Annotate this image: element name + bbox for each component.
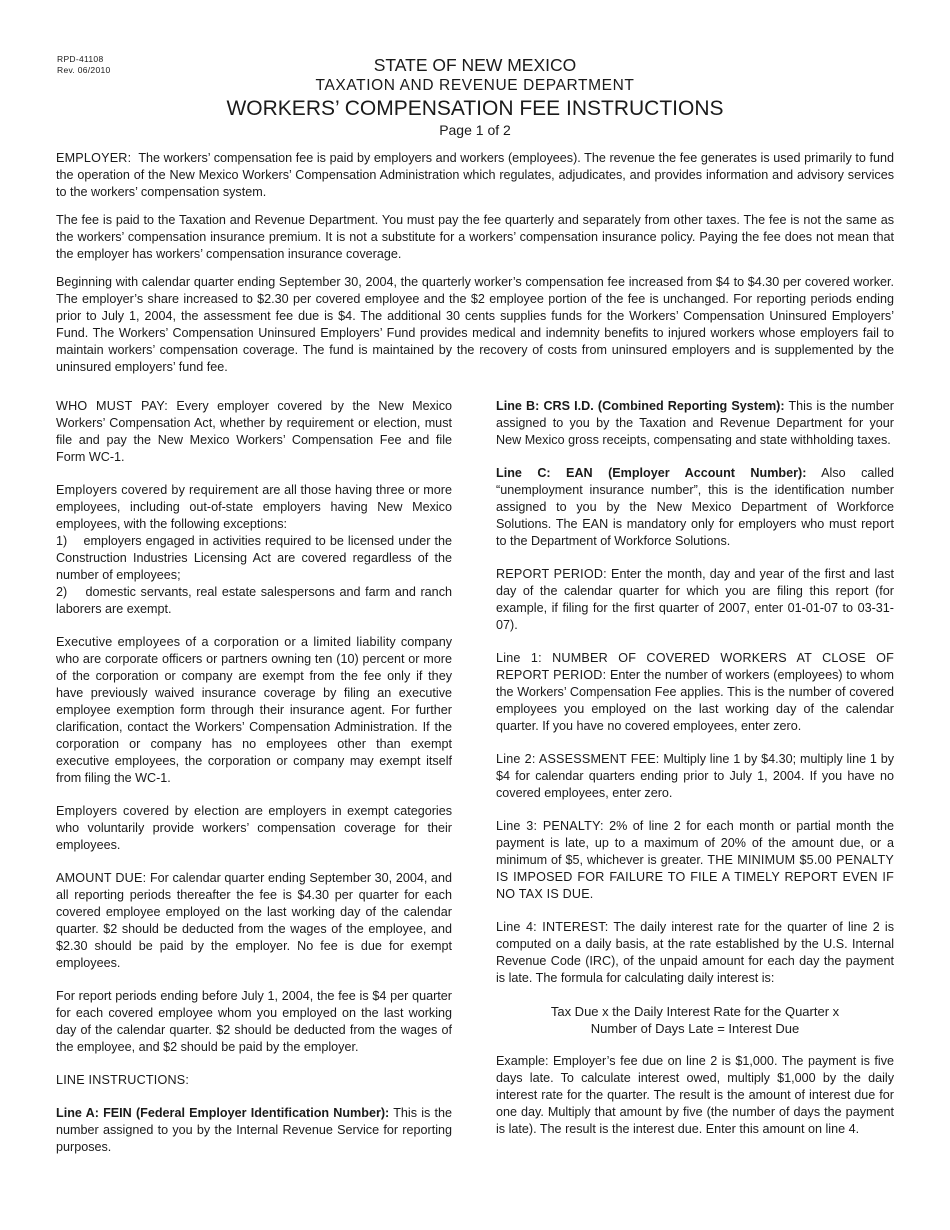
line-instructions-heading: LINE INSTRUCTIONS: [56,1073,190,1087]
line-1-label: Line 1: NUMBER OF COVERED WORKERS AT CLOSE OF REPORT PERIOD: [496,651,894,682]
election-text: are employers in exempt categories who voluntarily provide workers’ compensation coverage for their employees. [56,804,452,852]
line-3-label: Line 3: PENALTY: [496,819,604,833]
line-a-paragraph [56,1105,452,1156]
line-a-text: This is the number assigned to you by the Internal Revenue Service for reporting purposes. [56,1106,452,1154]
line-c-paragraph [496,465,894,550]
state-heading: STATE OF NEW MEXICO [373,55,577,75]
requirement-paragraph [56,482,452,533]
form-revision: Rev. 06/2010 [57,65,111,75]
right-column [496,398,894,1154]
election-paragraph [56,803,452,854]
line-a-label: Line A: FEIN (Federal Employer Identification Number): [56,1106,390,1120]
line-3-text: 2% of line 2 for each month or partial month the payment is late, up to a maximum of 20% of the amount due, or a minimum of $5, whichever is greater. [496,819,894,867]
department-heading: TAXATION AND REVENUE DEPARTMENT [315,77,635,94]
requirement-lead: Employers covered by requirement [56,483,259,497]
executive-lead: Executive employees of a corporation or a limited liability [56,635,396,649]
interest-formula [496,1003,894,1037]
fee-increase-paragraph: Beginning with calendar quarter ending September 30, 2004, the quarterly worker’s compensation fee increased from $4 to $4.30 per covered worker. The employer’s share increased to $2.30 per covered employee and the $2 employee portion of the fee is unchanged. For reporting periods ending prior to July 1, 2004, the assessment fee due is $4. The additional 30 cents supplies funds for the Workers’ Compensation Uninsured Employers’ Fund. The Workers’ Compensation Uninsured Employers’ Fund provides medical and indemnity benefits to injured workers whose employers fail to maintain workers’ compensation coverage. The fund is maintained by the recovery of costs from uninsured employers and is supplemented by the uninsured employers’ fund fee. [56,275,894,374]
line-4-paragraph [496,919,894,987]
line-b-label: Line B: CRS I.D. (Combined Reporting System): [496,399,785,413]
line-1-text: Enter the number of workers (employees) to whom the Workers’ Compensation Fee applies. This is the number of covered employees you employed on the last working day of the calendar quarter. If you have no covered employees, enter zero. [496,668,895,733]
line-4-label: Line 4: INTEREST: [496,920,609,934]
requirement-text: are all those having three or more employees, including out-of-state employers having New Mexico employees, with the following exceptions: [56,483,452,531]
page-number: Page 1 of 2 [439,122,511,138]
formula-line-1: Tax Due x the Daily Interest Rate for the Quarter x [550,1004,840,1019]
election-lead: Employers covered by election [56,804,240,818]
amount-due-text: For calendar quarter ending September 30, 2004, and all reporting periods thereafter the fee is $4.30 per quarter for each covered employee employed on the last working day of the calendar quarter. $2 should be deducted from the wages of the employee, and $2.30 should be paid by the employer. No fee is due for exempt employees. [56,871,452,970]
employer-paragraph [56,150,894,201]
line-4-text: The daily interest rate for the quarter of line 2 is computed on a daily basis, at the rate established by the U.S. Internal Revenue Code (IRC), of the unpaid amount for each day the payment is late. The formula for calculating daily interest is: [496,920,895,985]
amount-due-label: AMOUNT DUE: [56,871,147,885]
executive-text: company who are corporate officers or partners owning ten (10) percent or more of the corporation or company are exempt from the fee only if they have previously waived insurance coverage by filing an executive employee exemption form through their insurance agent. For further clarification, contact the Workers’ Compensation Administration. If the corporation or company has no employees other than exempt executive employees, the corporation or company may exempt itself from filing the WC-1. [56,635,452,785]
line-b-paragraph [496,398,894,449]
line-c-label: Line C: EAN (Employer Account Number): [496,466,807,480]
line-3-penalty-notice: THE MINIMUM $5.00 PENALTY IS IMPOSED FOR FAILURE TO FILE A TIMELY REPORT EVEN IF NO TAX IS DUE. [496,853,894,901]
line-2-label: Line 2: ASSESSMENT FEE: [496,752,660,766]
report-period-text: Enter the month, day and year of the first and last day of the calendar quarter for which you are filing this report (for example, if filing for the first quarter of 2007, enter 01-01-07 to 03-31-07). [496,567,895,632]
who-must-pay-label: WHO MUST PAY: [56,399,168,413]
employer-label: EMPLOYER: [56,151,132,165]
page-title: WORKERS’ COMPENSATION FEE INSTRUCTIONS [226,97,724,120]
formula-line-2: Number of Days Late = Interest Due [590,1021,800,1036]
line-2-text: Multiply line 1 by $4.30; multiply line 1 by $4 for calendar quarters ending prior to July 1, 2004. If you have no covered employees, enter zero. [496,752,895,800]
prior-periods-paragraph: For report periods ending before July 1, 2004, the fee is $4 per quarter for each covered employee whom you employed on the last working day of the calendar quarter. $2 should be deducted from the wages of the employee, and $2 should be paid by the employer. [56,989,452,1054]
intro-section [56,150,894,387]
fee-paid-paragraph: The fee is paid to the Taxation and Revenue Department. You must pay the fee quarterly and separately from other taxes. The fee is not the same as the workers’ compensation insurance premium. It is not a substitute for a workers’ compensation insurance policy. Paying the fee does not mean that the employer has workers’ compensation insurance coverage. [56,213,894,261]
amount-due-paragraph [56,870,452,972]
line-1-paragraph [496,650,894,735]
report-period-paragraph [496,566,894,634]
form-number: RPD-41108 [57,54,104,64]
report-period-label: REPORT PERIOD: [496,567,607,581]
who-must-pay-text: Every employer covered by the New Mexico Workers’ Compensation Act, whether by requirement or election, must file and pay the New Mexico Workers’ Compensation Fee and file Form WC-1. [56,399,452,464]
left-column [56,398,452,1172]
document-header [0,54,950,140]
line-b-text: This is the number assigned to you by the Taxation and Revenue Department for your New Mexico gross receipts, compensating and state withholding taxes. [496,399,894,447]
executive-paragraph [56,634,452,787]
line-3-paragraph [496,818,894,903]
who-must-pay-paragraph [56,398,452,466]
exception-item-2: 2) domestic servants, real estate salespersons and farm and ranch laborers are exempt. [56,585,452,616]
exception-item-1: 1) employers engaged in activities required to be licensed under the Construction Industries Licensing Act are covered regardless of the number of employees; [56,534,452,582]
example-paragraph: Example: Employer’s fee due on line 2 is $1,000. The payment is five days late. To calculate interest owed, multiply $1,000 by the daily interest rate for the quarter. The result is the amount of interest due for one day. Multiply that amount by five (the number of days the payment is late). The result is the interest due. Enter this amount on line 4. [496,1054,894,1136]
employer-text: The workers’ compensation fee is paid by employers and workers (employees). The revenue the fee generates is used primarily to fund the operation of the New Mexico Workers’ Compensation Administration which regulates, adjudicates, and provides information and advisory services to the workers’ compensation system. [56,151,895,199]
line-2-paragraph [496,751,894,802]
line-c-text: Also called “unemployment insurance number”, this is the identification number assigned to you by the New Mexico Department of Workforce Solutions. The EAN is mandatory only for employers who must report to the Department of Workforce Solutions. [496,466,894,548]
